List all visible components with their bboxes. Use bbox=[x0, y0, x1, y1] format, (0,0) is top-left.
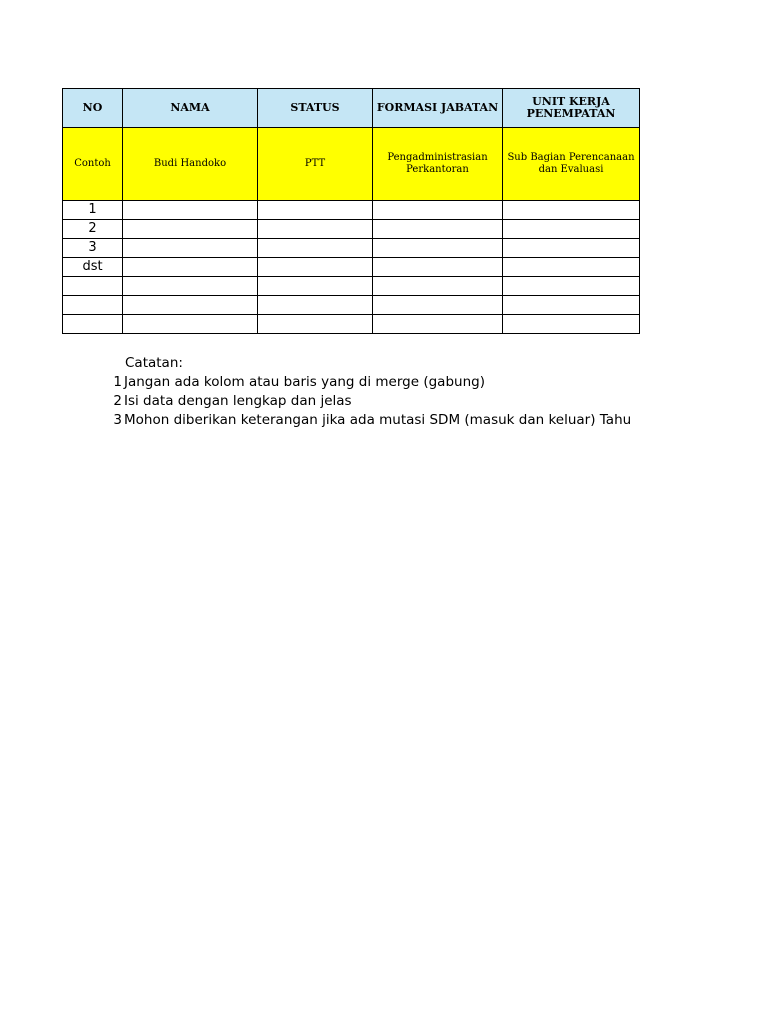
example-status-cell[interactable]: PTT bbox=[258, 128, 373, 201]
row-status-cell[interactable] bbox=[258, 277, 373, 296]
row-unit-cell[interactable] bbox=[503, 239, 640, 258]
row-status-cell[interactable] bbox=[258, 315, 373, 334]
note-number[interactable]: 3 bbox=[113, 412, 122, 428]
row-no-cell[interactable]: 1 bbox=[63, 201, 123, 220]
row-formasi-cell[interactable] bbox=[373, 315, 503, 334]
row-nama-cell[interactable] bbox=[123, 296, 258, 315]
note-item bbox=[0, 412, 642, 431]
row-formasi-cell[interactable] bbox=[373, 220, 503, 239]
row-formasi-cell[interactable] bbox=[373, 201, 503, 220]
header-formasi-jabatan[interactable]: FORMASI JABATAN bbox=[373, 89, 503, 128]
table-row bbox=[63, 277, 640, 296]
header-nama[interactable]: NAMA bbox=[123, 89, 258, 128]
table-row bbox=[63, 315, 640, 334]
example-unit-cell[interactable]: Sub Bagian Perencanaan dan Evaluasi bbox=[503, 128, 640, 201]
example-row bbox=[63, 128, 640, 201]
example-nama-cell[interactable]: Budi Handoko bbox=[123, 128, 258, 201]
header-no[interactable]: NO bbox=[63, 89, 123, 128]
table-row bbox=[63, 220, 640, 239]
table-row bbox=[63, 258, 640, 277]
row-unit-cell[interactable] bbox=[503, 315, 640, 334]
row-nama-cell[interactable] bbox=[123, 239, 258, 258]
row-no-cell[interactable] bbox=[63, 277, 123, 296]
row-nama-cell[interactable] bbox=[123, 220, 258, 239]
row-formasi-cell[interactable] bbox=[373, 239, 503, 258]
row-no-cell[interactable] bbox=[63, 296, 123, 315]
note-number[interactable]: 1 bbox=[113, 374, 122, 390]
note-text[interactable]: Jangan ada kolom atau baris yang di merge (gabung) bbox=[124, 374, 485, 390]
note-number[interactable]: 2 bbox=[113, 393, 122, 409]
row-unit-cell[interactable] bbox=[503, 258, 640, 277]
table-row bbox=[63, 296, 640, 315]
employee-data-table bbox=[62, 88, 640, 334]
example-no-cell[interactable]: Contoh bbox=[63, 128, 123, 201]
row-unit-cell[interactable] bbox=[503, 201, 640, 220]
example-formasi-cell[interactable]: Pengadministrasian Perkantoran bbox=[373, 128, 503, 201]
header-unit-kerja-penempatan[interactable]: UNIT KERJA PENEMPATAN bbox=[503, 89, 640, 128]
notes-title[interactable]: Catatan: bbox=[125, 355, 183, 371]
row-formasi-cell[interactable] bbox=[373, 296, 503, 315]
row-unit-cell[interactable] bbox=[503, 296, 640, 315]
row-nama-cell[interactable] bbox=[123, 315, 258, 334]
row-no-cell[interactable]: dst bbox=[63, 258, 123, 277]
row-nama-cell[interactable] bbox=[123, 201, 258, 220]
row-nama-cell[interactable] bbox=[123, 258, 258, 277]
row-unit-cell[interactable] bbox=[503, 220, 640, 239]
note-text[interactable]: Mohon diberikan keterangan jika ada mutasi SDM (masuk dan keluar) Tahu bbox=[124, 412, 632, 428]
row-no-cell[interactable]: 2 bbox=[63, 220, 123, 239]
header-status[interactable]: STATUS bbox=[258, 89, 373, 128]
row-nama-cell[interactable] bbox=[123, 277, 258, 296]
note-item bbox=[0, 374, 642, 393]
row-no-cell[interactable] bbox=[63, 315, 123, 334]
row-formasi-cell[interactable] bbox=[373, 258, 503, 277]
row-no-cell[interactable]: 3 bbox=[63, 239, 123, 258]
row-status-cell[interactable] bbox=[258, 239, 373, 258]
row-status-cell[interactable] bbox=[258, 220, 373, 239]
row-status-cell[interactable] bbox=[258, 296, 373, 315]
note-text[interactable]: Isi data dengan lengkap dan jelas bbox=[124, 393, 352, 409]
table-row bbox=[63, 201, 640, 220]
row-status-cell[interactable] bbox=[258, 201, 373, 220]
note-item bbox=[0, 393, 642, 412]
row-unit-cell[interactable] bbox=[503, 277, 640, 296]
row-status-cell[interactable] bbox=[258, 258, 373, 277]
row-formasi-cell[interactable] bbox=[373, 277, 503, 296]
table-row bbox=[63, 239, 640, 258]
table-header-row bbox=[63, 89, 640, 128]
